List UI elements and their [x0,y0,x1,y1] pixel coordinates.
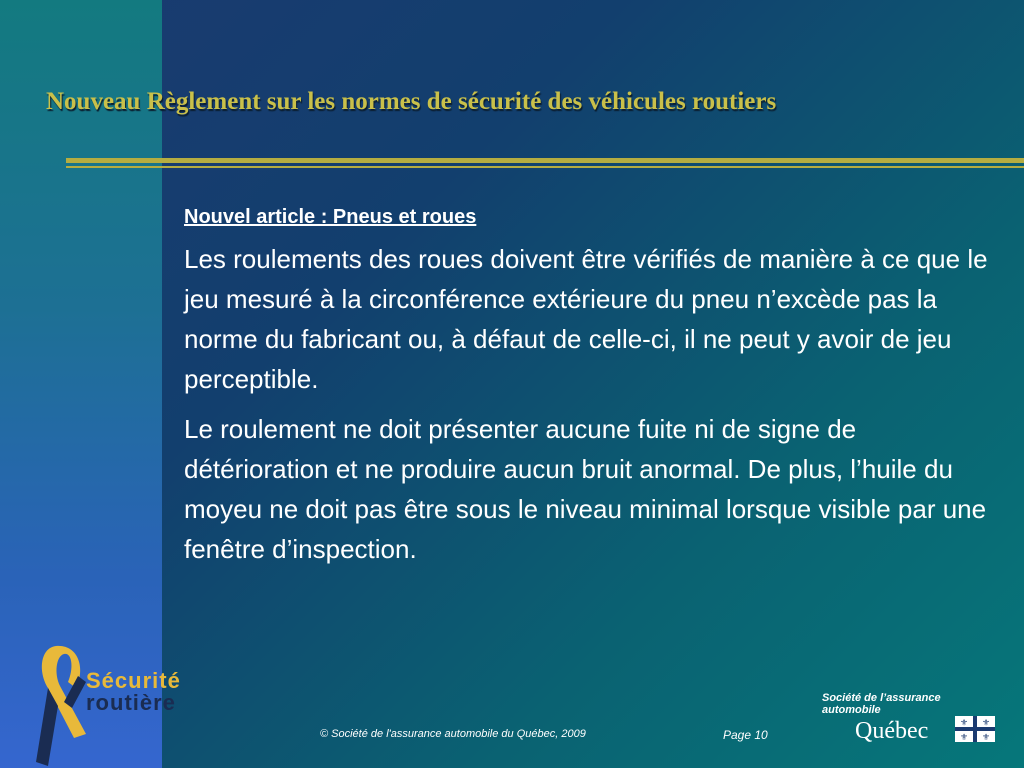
quebec-flag-icon [955,716,995,742]
svg-text:⚜: ⚜ [981,718,991,729]
paragraph-2: Le roulement ne doit présenter aucune fuite ni de signe de détérioration et ne produire aucun bruit anormal. De plus, l’huile du moyeu ne doit pas être sous le niveau minimal lorsque visible par une fenêtre d’inspection. [184,414,987,564]
quebec-wordmark: Québec [855,718,929,744]
securite-logo-line1: Sécurité [86,668,181,693]
securite-routiere-ribbon-icon [34,642,94,768]
svg-text:⚜: ⚜ [959,733,969,742]
svg-text:⚜: ⚜ [981,733,991,742]
saaq-logo-line1: Société de l’assurance [822,692,941,704]
slide-title: Nouveau Règlement sur les normes de sécurité des véhicules routiers [46,88,777,115]
title-divider-thick [66,158,1024,163]
footer-copyright: © Société de l'assurance automobile du Québec, 2009 [320,728,586,740]
title-divider-thin [66,166,1024,168]
slide-content [184,206,999,579]
section-subheading: Nouvel article : Pneus et roues [184,206,477,228]
securite-logo-line2: routière [86,690,176,715]
saaq-logo-line2: automobile [822,704,881,716]
paragraph-1: Les roulements des roues doivent être vérifiés de manière à ce que le jeu mesuré à la circonférence extérieure du pneu n’excède pas la norme du fabricant ou, à défaut de celle-ci, il ne peut y avoir de jeu perceptible. [184,244,988,394]
footer-page-number: Page 10 [723,728,768,742]
svg-text:⚜: ⚜ [959,718,969,729]
